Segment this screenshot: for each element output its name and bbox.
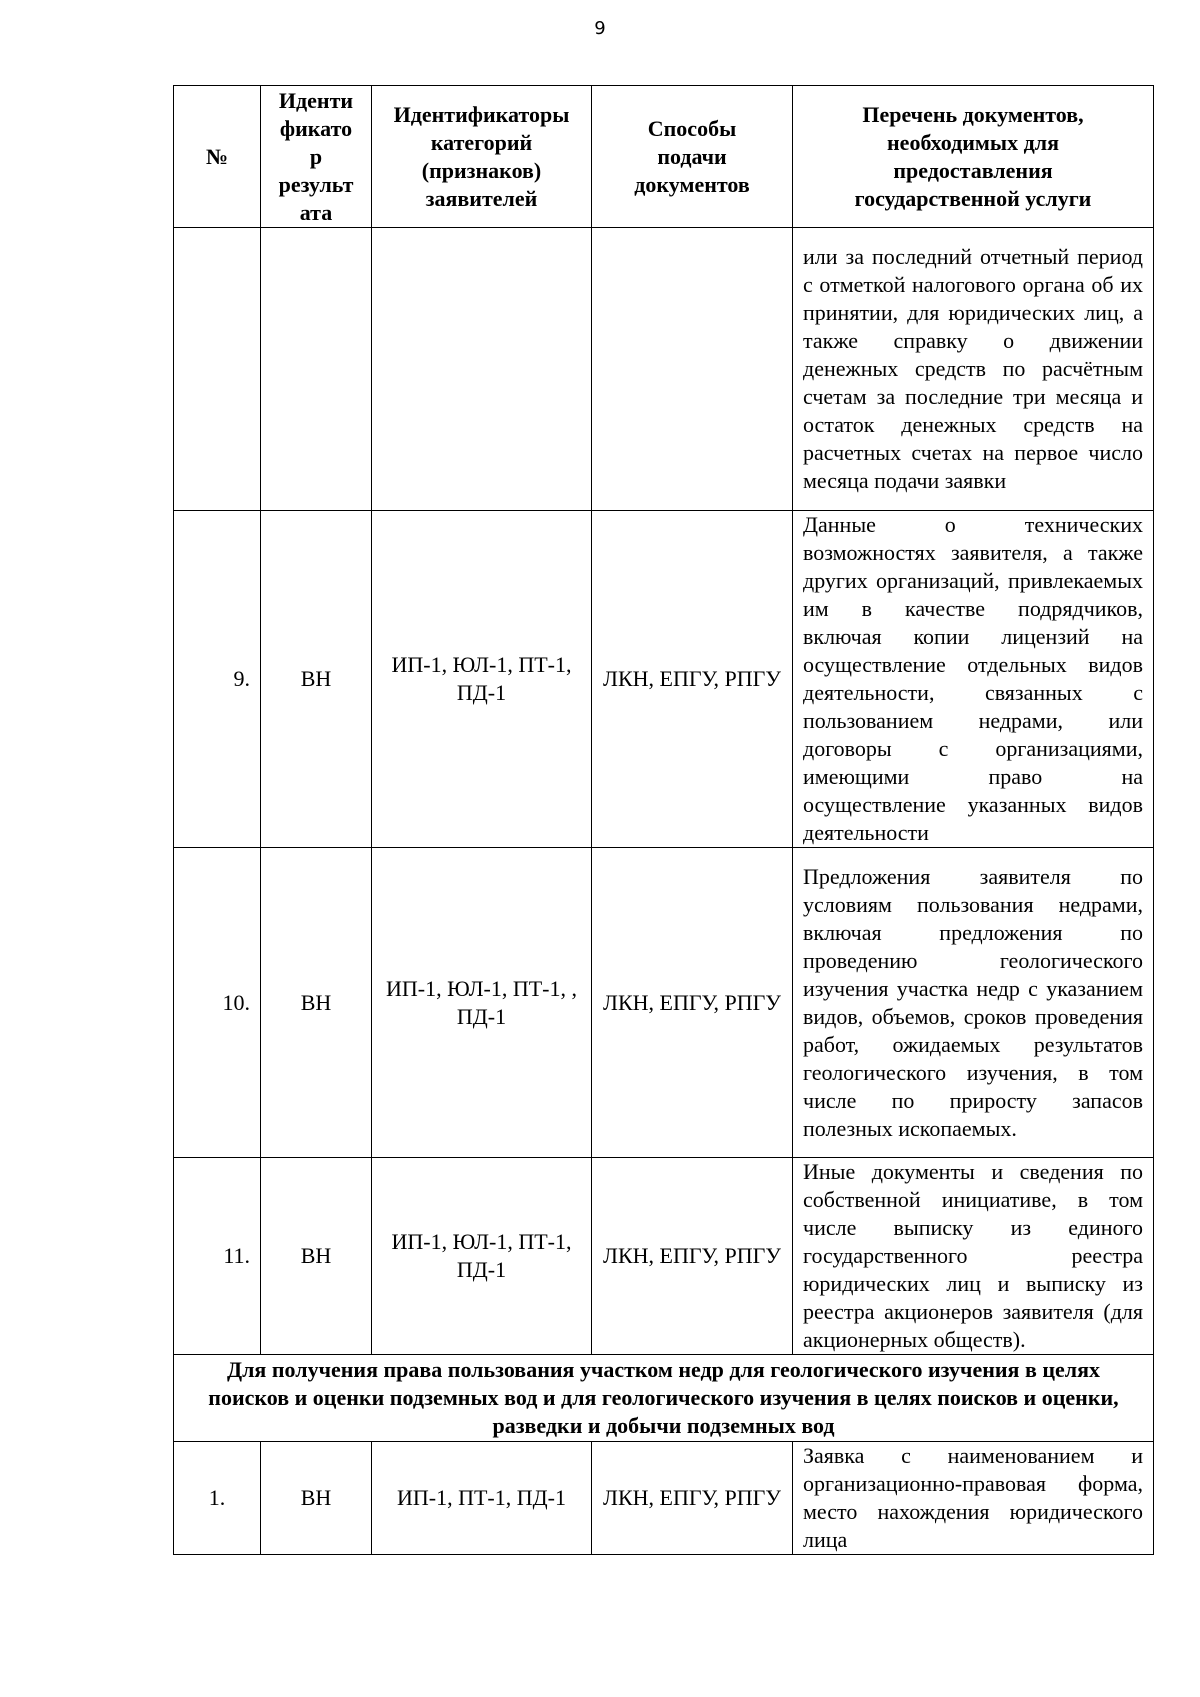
cell-category-ids: ИП-1, ПТ-1, ПД-1 (372, 1442, 592, 1555)
cell-number: 9. (174, 511, 261, 848)
cell-submission-methods: ЛКН, ЕПГУ, РПГУ (592, 1442, 793, 1555)
cell-category-ids: ИП-1, ЮЛ-1, ПТ-1, , ПД-1 (372, 848, 592, 1158)
cell-documents: Заявка с наименованием и организационно-правовая форма, место нахождения юридического лица (793, 1442, 1154, 1555)
cell-category-ids (372, 228, 592, 511)
cell-number: 11. (174, 1158, 261, 1355)
header-result-id: Иденти фикато р результ ата (261, 86, 372, 228)
cell-number: 1. (174, 1442, 261, 1555)
cell-submission-methods: ЛКН, ЕПГУ, РПГУ (592, 1158, 793, 1355)
table-row (174, 848, 1154, 1158)
cell-documents: Предложения заявителя по условиям пользования недрами, включая предложения по проведению геологического изучения участка недр с указанием видов, объемов, сроков проведения работ, ожидаемых результатов геологического изучения, в том числе по приросту запасов полезных ископаемых. (793, 848, 1154, 1158)
header-category-ids: Идентификаторы категорий (признаков) заявителей (372, 86, 592, 228)
cell-documents: Данные о технических возможностях заявителя, а также других организаций, привлекаемых им в качестве подрядчиков, включая копии лицензий на осуществление отдельных видов деятельности, связанных с пользованием недрами, или договоры с организациями, имеющими право на осуществление указанных видов деятельности (793, 511, 1154, 848)
cell-number (174, 228, 261, 511)
cell-category-ids: ИП-1, ЮЛ-1, ПТ-1, ПД-1 (372, 511, 592, 848)
header-submission-methods: Способы подачи документов (592, 86, 793, 228)
cell-result-id: ВН (261, 1158, 372, 1355)
table-row (174, 511, 1154, 848)
cell-result-id: ВН (261, 1442, 372, 1555)
cell-documents: Иные документы и сведения по собственной инициативе, в том числе выписку из единого государственного реестра юридических лиц и выписку из реестра акционеров заявителя (для акционерных обществ). (793, 1158, 1154, 1355)
table-row-continuation (174, 228, 1154, 511)
cell-result-id: ВН (261, 511, 372, 848)
header-documents: Перечень документов, необходимых для предоставления государственной услуги (793, 86, 1154, 228)
table-header-row (174, 86, 1154, 228)
header-number: № (174, 86, 261, 228)
table-row (174, 1442, 1154, 1555)
cell-category-ids: ИП-1, ЮЛ-1, ПТ-1, ПД-1 (372, 1158, 592, 1355)
cell-submission-methods: ЛКН, ЕПГУ, РПГУ (592, 511, 793, 848)
cell-number: 10. (174, 848, 261, 1158)
cell-submission-methods (592, 228, 793, 511)
section-title: Для получения права пользования участком недр для геологического изучения в целях поисков и оценки подземных вод и для геологического изучения в целях поисков и оценки, разведки и добычи подземных вод (174, 1355, 1154, 1442)
page-number: 9 (594, 18, 606, 39)
section-header-row (174, 1355, 1154, 1442)
table-row (174, 1158, 1154, 1355)
cell-result-id (261, 228, 372, 511)
services-documents-table (173, 85, 1154, 1555)
cell-result-id: ВН (261, 848, 372, 1158)
cell-submission-methods: ЛКН, ЕПГУ, РПГУ (592, 848, 793, 1158)
cell-documents: или за последний отчетный период с отметкой налогового органа об их принятии, для юридических лиц, а также справку о движении денежных средств по расчётным счетам за последние три месяца и остаток денежных средств на расчетных счетах на первое число месяца подачи заявки (793, 228, 1154, 511)
